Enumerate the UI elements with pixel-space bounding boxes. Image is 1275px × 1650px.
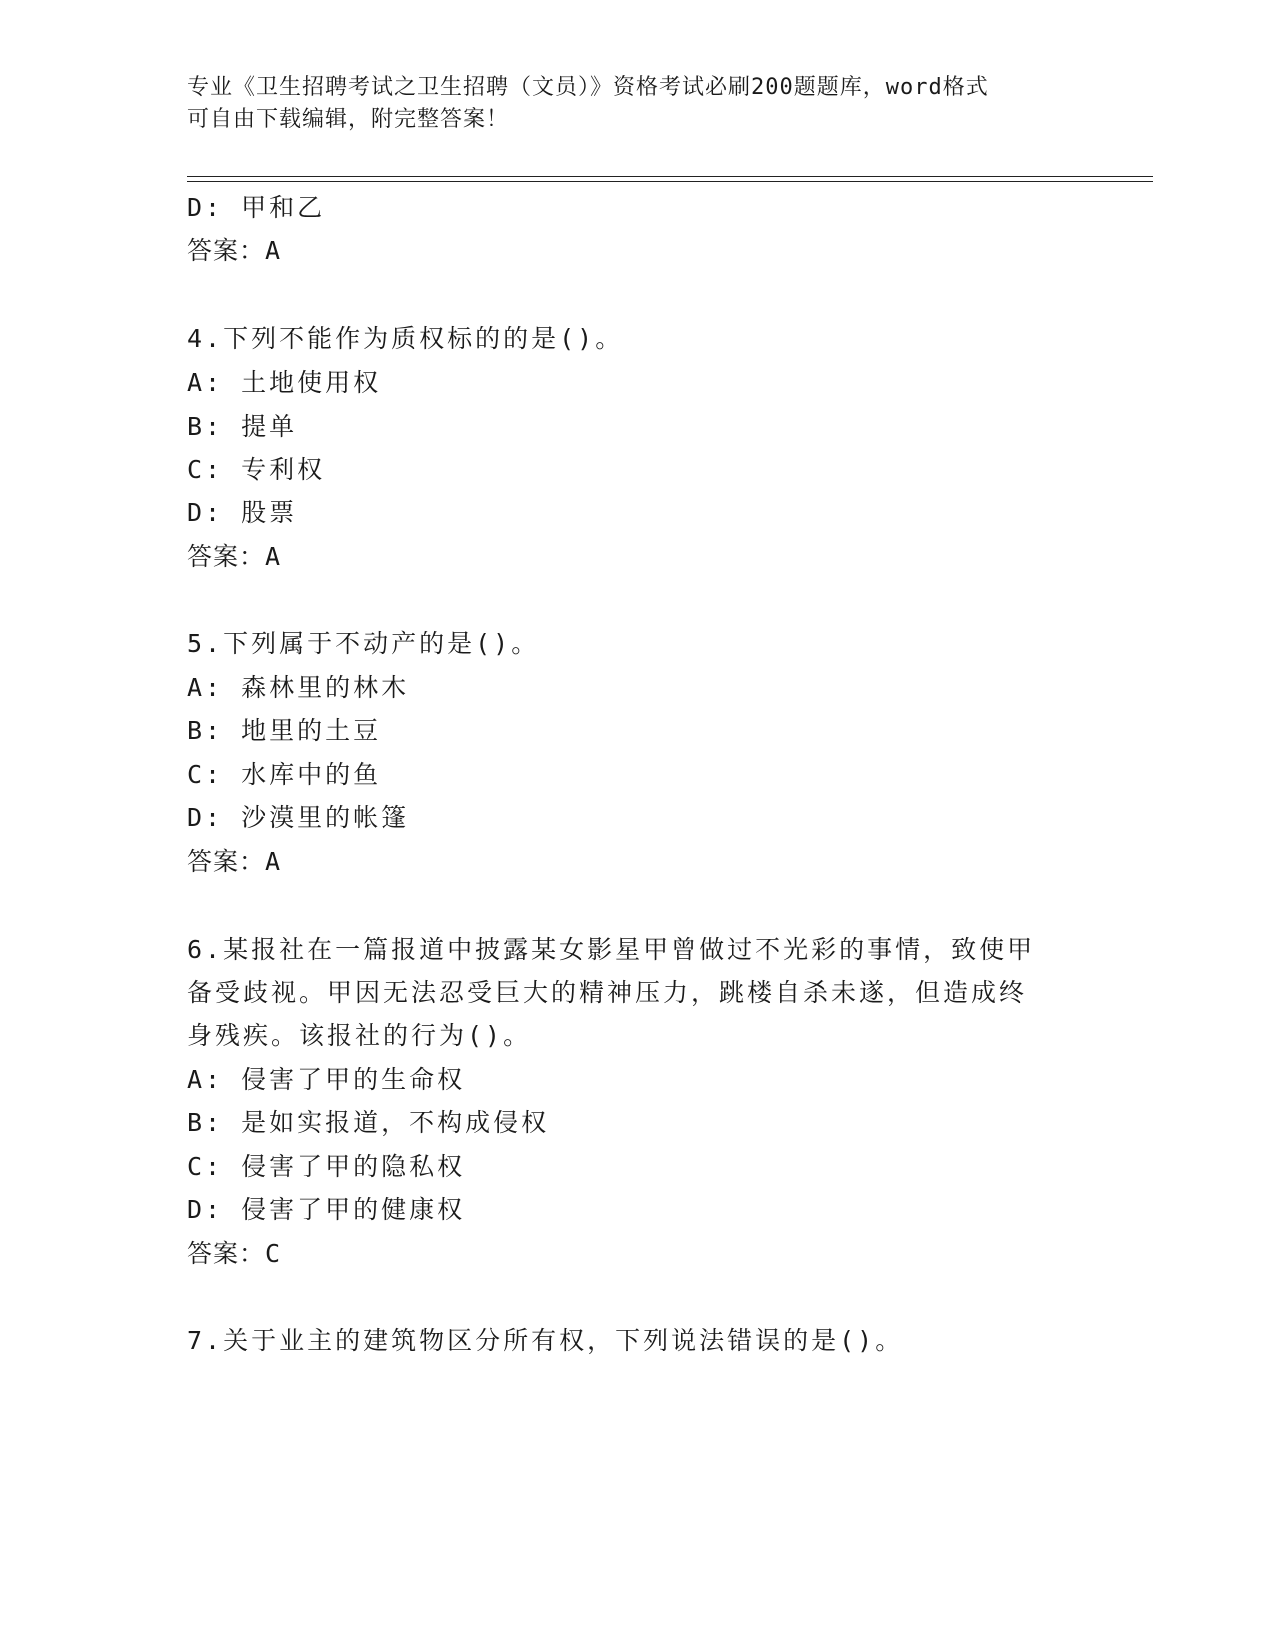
option-a: A: 土地使用权	[187, 368, 382, 397]
answer-line	[187, 1239, 281, 1269]
header-divider-bottom	[187, 181, 1153, 182]
header-divider-top	[187, 176, 1153, 177]
option-b: B: 提单	[187, 412, 298, 441]
answer-label: 答案：	[187, 847, 266, 876]
option-b: B: 地里的土豆	[187, 716, 382, 745]
question-6-line-2: 备受歧视。甲因无法忍受巨大的精神压力，跳楼自杀未遂，但造成终	[187, 978, 1028, 1007]
answer-value: C	[265, 1239, 282, 1268]
header-title-line-2: 可自由下载编辑，附完整答案！	[187, 107, 510, 132]
option-c: C: 专利权	[187, 455, 326, 484]
question-4: 4.下列不能作为质权标的的是()。	[187, 324, 624, 353]
question-6-line-3: 身残疾。该报社的行为()。	[187, 1021, 532, 1050]
answer-line	[187, 847, 281, 877]
question-5: 5.下列属于不动产的是()。	[187, 629, 540, 658]
option-b: B: 是如实报道，不构成侵权	[187, 1108, 550, 1137]
question-7: 7.关于业主的建筑物区分所有权，下列说法错误的是()。	[187, 1326, 904, 1355]
answer-label: 答案：	[187, 236, 266, 265]
answer-label: 答案：	[187, 1239, 266, 1268]
option-c: C: 侵害了甲的隐私权	[187, 1152, 466, 1181]
answer-value: A	[265, 847, 282, 876]
answer-line	[187, 542, 281, 572]
answer-label: 答案：	[187, 542, 266, 571]
option-d: D: 侵害了甲的健康权	[187, 1195, 466, 1224]
option-c: C: 水库中的鱼	[187, 760, 382, 789]
answer-value: A	[265, 236, 282, 265]
option-d: D: 沙漠里的帐篷	[187, 803, 410, 832]
answer-line	[187, 236, 281, 266]
option-a: A: 侵害了甲的生命权	[187, 1065, 466, 1094]
option-d: D: 甲和乙	[187, 193, 326, 222]
header-title-line-1: 专业《卫生招聘考试之卫生招聘（文员）》资格考试必刷200题题库，word格式	[187, 75, 989, 100]
answer-value: A	[265, 542, 282, 571]
option-a: A: 森林里的林木	[187, 673, 410, 702]
option-d: D: 股票	[187, 498, 298, 527]
document-header	[187, 72, 1067, 136]
question-6-line-1: 6.某报社在一篇报道中披露某女影星甲曾做过不光彩的事情，致使甲	[187, 935, 1036, 964]
